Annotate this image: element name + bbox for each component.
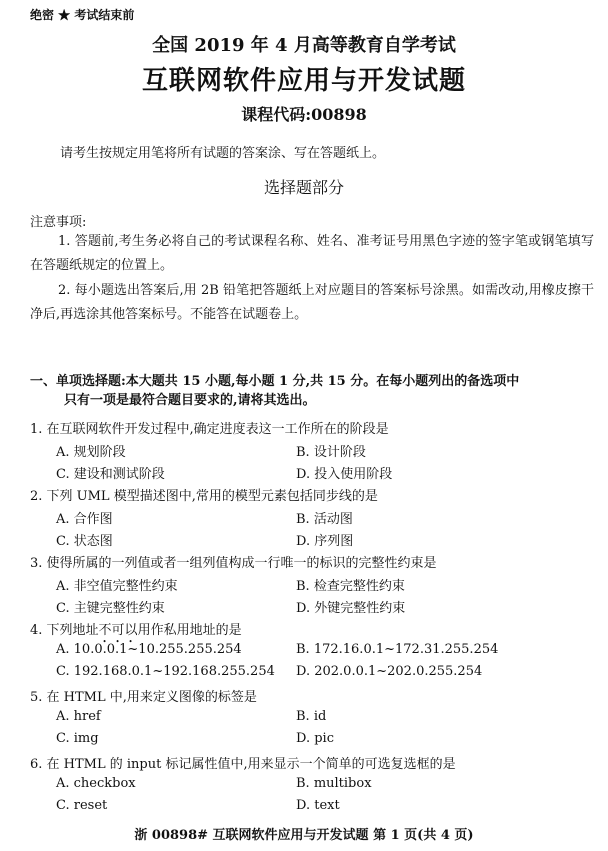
answer-instruction: 请考生按规定用笔将所有试题的答案涂、写在答题纸上。 xyxy=(60,146,386,161)
part1-heading-line2: 只有一项是最符合题目要求的,请将其选出。 xyxy=(64,393,316,408)
option-a: A. 合作图 xyxy=(56,512,113,527)
option-a: A. 10.0.0.1~10.255.255.254 xyxy=(56,642,242,657)
page-footer: 浙 00898# 互联网软件应用与开发试题 第 1 页(共 4 页) xyxy=(134,828,474,843)
option-d: D. text xyxy=(296,798,340,813)
option-d: D. 投入使用阶段 xyxy=(296,467,393,482)
option-c: C. img xyxy=(56,731,99,746)
option-d: D. pic xyxy=(296,731,334,746)
question-stem-part: 用作私用地址的是 xyxy=(137,623,242,638)
part1-heading xyxy=(30,372,594,410)
question-stem-part: 4. 下列地址 xyxy=(30,623,99,638)
course-code: 课程代码:00898 xyxy=(241,105,367,124)
option-a: A. 非空值完整性约束 xyxy=(56,579,178,594)
option-a: A. href xyxy=(56,709,101,724)
option-c: C. 状态图 xyxy=(56,534,113,549)
confidential-label: 绝密 ★ 考试结束前 xyxy=(30,8,135,22)
emphasized-text: 不可以 xyxy=(98,623,138,638)
subject-title: 互联网软件应用与开发试题 xyxy=(141,66,466,96)
exam-title: 全国 2019 年 4 月高等教育自学考试 xyxy=(152,35,456,56)
question-stem: 3. 使得所属的一列值或者一组列值构成一行唯一的标识的完整性约束是 xyxy=(30,556,437,571)
option-d: D. 202.0.0.1~202.0.255.254 xyxy=(296,664,483,679)
notes-heading: 注意事项: xyxy=(30,215,87,230)
option-d: D. 序列图 xyxy=(296,534,354,549)
question-stem: 2. 下列 UML 模型描述图中,常用的模型元素包括同步线的是 xyxy=(30,489,378,504)
note-item: 1. 答题前,考生务必将自己的考试课程名称、姓名、准考证号用黑色字迹的签字笔或钢笔填写在答题纸规定的位置上。 xyxy=(30,234,594,273)
option-b: B. 172.16.0.1~172.31.255.254 xyxy=(296,642,499,657)
part1-heading-line1: 一、单项选择题:本大题共 15 小题,每小题 1 分,共 15 分。在每小题列出的备选项中 xyxy=(30,374,520,389)
question-stem: 5. 在 HTML 中,用来定义图像的标签是 xyxy=(30,690,257,705)
note-item: 2. 每小题选出答案后,用 2B 铅笔把答题纸上对应题目的答案标号涂黑。如需改动,用橡皮擦干净后,再选涂其他答案标号。不能答在试题卷上。 xyxy=(30,283,594,322)
section-title: 选择题部分 xyxy=(263,178,344,197)
option-a: A. checkbox xyxy=(56,776,136,791)
option-d: D. 外键完整性约束 xyxy=(296,601,406,616)
option-c: C. 建设和测试阶段 xyxy=(56,467,165,482)
question-stem: 1. 在互联网软件开发过程中,确定进度表这一工作所在的阶段是 xyxy=(30,422,389,437)
option-b: B. 检查完整性约束 xyxy=(296,579,405,594)
option-b: B. id xyxy=(296,709,327,724)
option-b: B. multibox xyxy=(296,776,372,791)
option-c: C. reset xyxy=(56,798,108,813)
option-b: B. 设计阶段 xyxy=(296,445,366,460)
option-a: A. 规划阶段 xyxy=(56,445,126,460)
option-c: C. 主键完整性约束 xyxy=(56,601,165,616)
option-b: B. 活动图 xyxy=(296,512,353,527)
option-c: C. 192.168.0.1~192.168.255.254 xyxy=(56,664,275,679)
question-stem: 6. 在 HTML 的 input 标记属性值中,用来显示一个简单的可选复选框的是 xyxy=(30,757,456,772)
